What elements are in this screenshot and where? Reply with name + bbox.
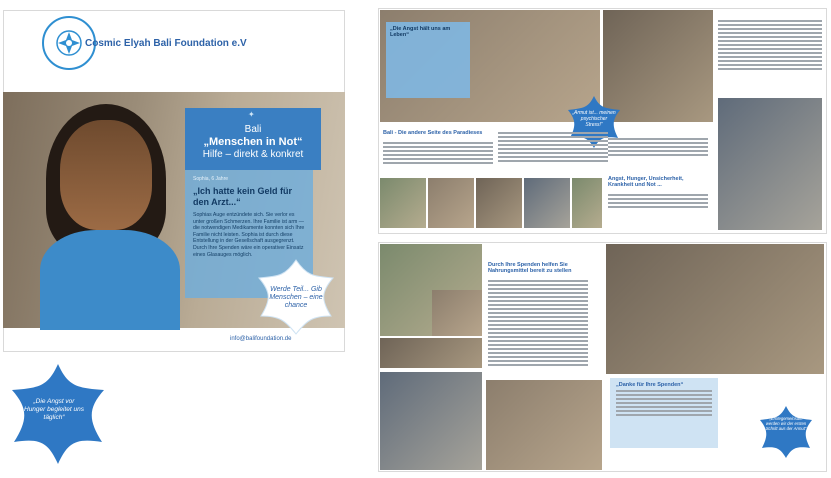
spread2-flower	[758, 404, 814, 460]
spread1-text-col-1	[383, 140, 493, 166]
spread2-flower-text: „Erntegemeinsam werden wir der ersten Schritt aus der Armut“	[765, 416, 807, 431]
spread1-thumb-4	[524, 178, 570, 228]
spread1-quote: „Die Angst hält uns am Leben“	[390, 26, 451, 38]
title-line-1: Bali	[244, 124, 262, 135]
org-name: Cosmic Elyah Bali Foundation e.V	[85, 38, 247, 49]
spread1-thumb-3	[476, 178, 522, 228]
bird-icon: ✦	[248, 110, 255, 119]
spread1-text-col-2	[498, 130, 608, 164]
spread1-heading-left: Bali - Die andere Seite des Paradieses	[383, 130, 483, 136]
spread2-thumb-2	[380, 338, 482, 368]
spread2-photo-children	[380, 372, 482, 470]
spread1-thumb-1	[380, 178, 426, 228]
spread1-text-col-4	[608, 192, 708, 210]
contact-email[interactable]: info@balifoundation.de	[230, 336, 292, 342]
flower-slogan: Werde Teil... Gib Menschen – eine chance	[269, 286, 323, 309]
spread2-heading: Durch Ihre Spenden helfen Sie Nahrungsmittel bereit zu stellen	[488, 262, 572, 274]
spread2-photo-group	[606, 244, 824, 374]
spread2-thanks-box	[610, 378, 718, 448]
girl-shirt	[40, 230, 180, 330]
spread2-photo-donation	[486, 380, 602, 470]
title-line-2: „Menschen in Not“	[203, 136, 303, 148]
mandala-icon	[55, 29, 83, 57]
spread1-text-col-3	[608, 136, 708, 158]
title-line-3: Hilfe – direkt & konkret	[202, 149, 304, 160]
spread1-thumb-2	[428, 178, 474, 228]
spread1-heading-right: Angst, Hunger, Unsicherheit, Krankheit und Not ...	[608, 176, 684, 188]
spread1-flower-text: „Armut ist... meinen psychischer Stress!“	[572, 110, 616, 128]
spread1-thumb-5	[572, 178, 602, 228]
photo-caption: Sophia, 6 Jahre	[193, 176, 229, 182]
spread1-photo-boy	[718, 98, 822, 230]
spread2-thumb-1	[432, 290, 482, 336]
spread2-quote: „Danke für Ihre Spenden“	[616, 382, 684, 388]
spread2-text-col-1	[488, 278, 588, 368]
badge-text: „Die Angst vor Hunger begleitet uns täglich“	[24, 398, 84, 421]
spread1-text-col-5	[718, 18, 822, 72]
girl-face	[60, 120, 152, 230]
cover-paragraph: Sophias Auge entzündete sich. Sie verlor es unter großen Schmerzen. Ihre Familie ist arm — die notwendigen Medikamente konnten sich Ihre Familie nicht leisten. Sophia ist durch diese Entstellung in der Gesellschaft ausgegrenzt. Durch Ihre Spenden wäre ein operativer Einsatz eines Glasauges möglich.	[193, 212, 305, 258]
cover-quote: „Ich hatte kein Geld für den Arzt...“	[193, 186, 293, 207]
